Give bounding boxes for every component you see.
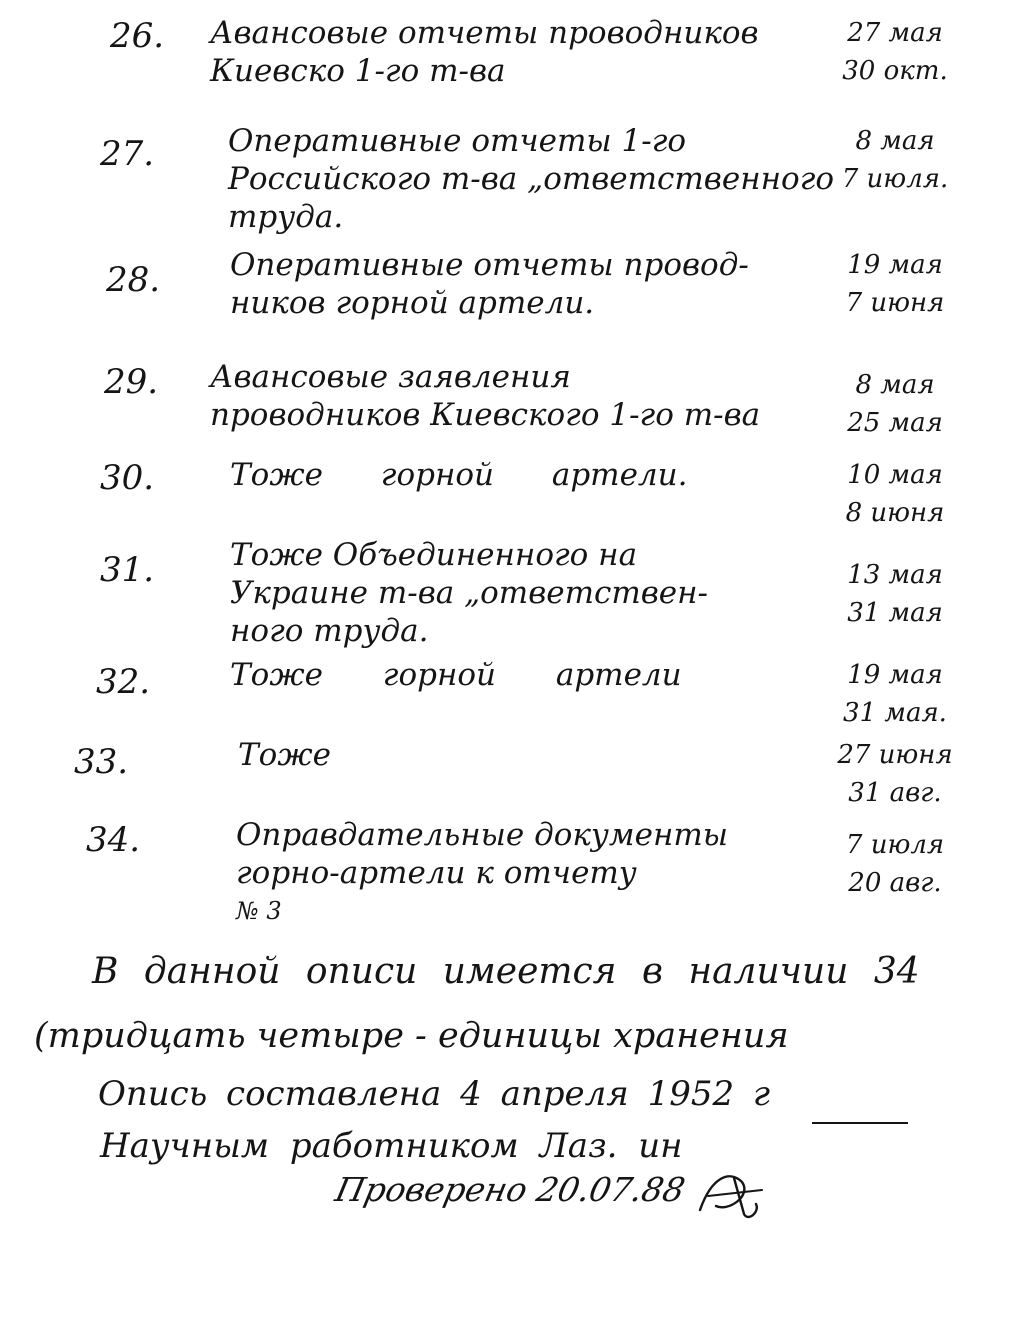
entry-description-line: Оправдательные документы: [236, 817, 729, 853]
entry-description-line: горно-артели к отчету: [236, 855, 637, 891]
count-note-line-1: В данной описи имеется в наличии 34: [92, 951, 920, 992]
entry-date-end: 25 мая: [847, 408, 943, 438]
entry-date-start: 19 мая: [847, 250, 943, 280]
entry-description-line: № 3: [236, 897, 282, 925]
entry-date-start: 10 мая: [847, 460, 943, 490]
entry-number: 33.: [73, 742, 129, 782]
entry-description-line: Тоже: [238, 737, 331, 773]
compiled-line-1: Опись составлена 4 апреля 1952 г: [98, 1074, 771, 1114]
entry-description-line: Киевско 1-го т-ва: [210, 53, 506, 89]
entry-description-line: Авансовые заявления: [210, 359, 571, 395]
entry-date-start: 8 мая: [855, 370, 935, 400]
entry-number: 26.: [109, 16, 165, 56]
entry-description-line: Тоже Объединенного на: [230, 537, 638, 573]
entry-date-end: 30 окт.: [842, 56, 948, 86]
entry-description-line: проводников Киевского 1-го т-ва: [210, 397, 761, 433]
entry-number: 30.: [99, 458, 155, 498]
entry-description-line: труда.: [228, 199, 344, 235]
verification-note: Проверено 20.07.88: [331, 1170, 689, 1209]
entry-description-line: Тоже горной артели: [230, 657, 682, 693]
entry-date-start: 7 июля: [845, 830, 945, 860]
entry-date-start: 13 мая: [847, 560, 943, 590]
entry-number: 27.: [99, 134, 155, 174]
entry-date-start: 8 мая: [855, 126, 935, 156]
entry-description-line: Российского т-ва „ответственного: [228, 161, 835, 197]
entry-number: 32.: [95, 662, 151, 702]
entry-description-line: ников горной артели.: [230, 285, 595, 321]
entry-date-end: 7 июля.: [841, 164, 949, 194]
compiled-line-2: Научным работником Лаз. ин: [100, 1126, 683, 1166]
entry-date-start: 27 июня: [837, 740, 953, 770]
entry-date-start: 27 мая: [847, 18, 943, 48]
entry-number: 28.: [105, 260, 161, 300]
entry-date-end: 7 июня: [845, 288, 945, 318]
entry-description-line: Тоже горной артели.: [230, 457, 688, 493]
entry-description-line: Оперативные отчеты 1-го: [228, 123, 687, 159]
entry-description-line: Украине т-ва „ответствен-: [230, 575, 709, 611]
entry-date-end: 31 мая.: [843, 698, 947, 728]
entry-number: 29.: [103, 362, 159, 402]
entry-date-end: 31 мая: [847, 598, 943, 628]
entry-date-start: 19 мая: [847, 660, 943, 690]
entry-date-end: 31 авг.: [848, 778, 942, 808]
entry-description-line: Авансовые отчеты проводников: [210, 15, 759, 51]
entry-description-line: ного труда.: [230, 613, 429, 649]
count-note-line-2: (тридцать четыре - единицы хранения: [34, 1016, 789, 1056]
entry-number: 31.: [99, 550, 155, 590]
entry-number: 34.: [85, 820, 141, 860]
entry-date-end: 8 июня: [845, 498, 945, 528]
entry-date-end: 20 авг.: [848, 868, 942, 898]
entry-description-line: Оперативные отчеты провод-: [230, 247, 749, 283]
